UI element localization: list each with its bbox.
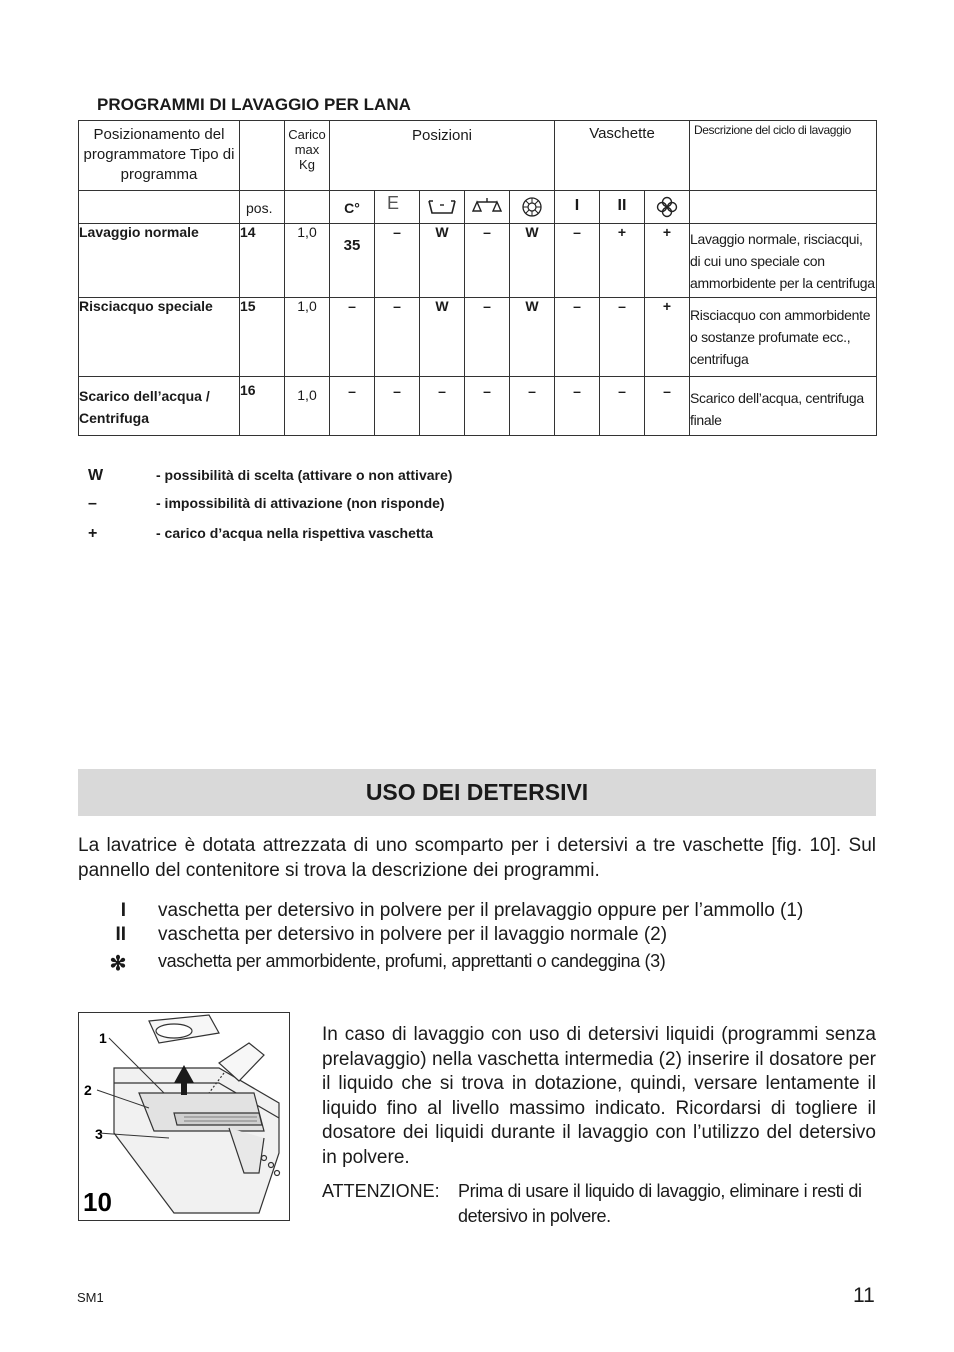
cell: – bbox=[645, 377, 690, 436]
cell: – bbox=[330, 298, 375, 377]
legend-text: - impossibilità di attivazione (non risponde) bbox=[156, 495, 445, 511]
cell: 35 bbox=[330, 224, 375, 298]
header-vaschette: Vaschette bbox=[555, 121, 690, 191]
table-title: PROGRAMMI DI LAVAGGIO PER LANA bbox=[97, 95, 411, 114]
document-code: SM1 bbox=[77, 1290, 104, 1305]
vaschetta-key: I bbox=[120, 900, 126, 921]
figure-label-2: 2 bbox=[84, 1082, 92, 1098]
header-e: E bbox=[375, 191, 420, 224]
program-pos: 16 bbox=[240, 377, 285, 436]
cell: – bbox=[375, 377, 420, 436]
cell: – bbox=[600, 298, 645, 377]
program-pos: 14 bbox=[240, 224, 285, 298]
legend-key: W bbox=[88, 467, 104, 484]
header-vaschetta-2: II bbox=[600, 191, 645, 224]
page-number: 11 bbox=[853, 1284, 875, 1307]
cell: – bbox=[465, 298, 510, 377]
program-kg: 1,0 bbox=[285, 377, 330, 436]
programs-table bbox=[78, 120, 877, 436]
header-pos: pos. bbox=[240, 191, 285, 224]
table-row bbox=[79, 298, 877, 377]
figure-number: 10 bbox=[83, 1187, 112, 1217]
program-kg: 1,0 bbox=[285, 224, 330, 298]
cell: – bbox=[555, 377, 600, 436]
legend-text: - possibilità di scelta (attivare o non attivare) bbox=[156, 467, 453, 483]
detergent-drawer-drawing bbox=[79, 1013, 289, 1220]
legend-text: - carico d’acqua nella rispettiva vaschetta bbox=[156, 525, 434, 541]
cell: – bbox=[465, 224, 510, 298]
table-row bbox=[79, 377, 877, 436]
scale-icon bbox=[465, 191, 510, 224]
header-vaschetta-1: I bbox=[555, 191, 600, 224]
figure-label-3: 3 bbox=[95, 1126, 103, 1142]
cell: + bbox=[645, 298, 690, 377]
cell: W bbox=[510, 298, 555, 377]
header-carico: Carico max Kg bbox=[285, 121, 330, 191]
cell: W bbox=[510, 224, 555, 298]
header-temperature: C° bbox=[330, 191, 375, 224]
program-desc: Lavaggio normale, risciacqui, di cui uno speciale con ammorbidente per la centrifuga bbox=[690, 224, 877, 298]
vaschetta-key: II bbox=[115, 924, 126, 945]
program-pos: 15 bbox=[240, 298, 285, 377]
program-desc: Risciacquo con ammorbidente o sostanze profumate ecc., centrifuga bbox=[690, 298, 877, 377]
cell: – bbox=[600, 377, 645, 436]
table-row bbox=[79, 224, 877, 298]
cell: – bbox=[375, 298, 420, 377]
cell: – bbox=[555, 298, 600, 377]
legend-key: + bbox=[88, 525, 98, 542]
intro-paragraph: La lavatrice è dotata attrezzata di uno scomparto per i detersivi a tre vaschette [fig. 10]. Sul pannello del contenitore si trova la descrizione dei programmi. bbox=[78, 835, 876, 881]
legend-key: – bbox=[88, 495, 97, 512]
wash-tub-icon bbox=[420, 191, 465, 224]
program-kg: 1,0 bbox=[285, 298, 330, 377]
flower-icon bbox=[645, 191, 690, 224]
cell: W bbox=[420, 224, 465, 298]
vaschetta-key: ✻ bbox=[109, 953, 126, 975]
vaschetta-text: vaschetta per detersivo in polvere per il lavaggio normale (2) bbox=[158, 924, 668, 945]
cell: – bbox=[510, 377, 555, 436]
figure-label-1: 1 bbox=[99, 1030, 107, 1046]
cell: – bbox=[375, 224, 420, 298]
attention-label: ATTENZIONE: bbox=[322, 1181, 440, 1201]
vaschetta-text: vaschetta per ammorbidente, profumi, apprettanti o candeggina (3) bbox=[158, 951, 666, 971]
cell: – bbox=[330, 377, 375, 436]
cell: + bbox=[600, 224, 645, 298]
program-name: Risciacquo speciale bbox=[79, 298, 240, 377]
liquid-detergent-paragraph: In caso di lavaggio con uso di detersivi liquidi (programmi senza prelavaggio) nella vaschetta intermedia (2) inserire il dosatore per il liquido che si trova in dotazione, quindi, versare lentamente il liquido fino al livello massimo indicato. Ricordarsi di togliere il dosatore dei liquidi durante il lavaggio con l’utilizzo del detersivo in polvere. bbox=[322, 1024, 876, 1168]
header-programmatore: Posizionamento del programmatore Tipo di programma bbox=[79, 121, 240, 191]
vaschetta-text: vaschetta per detersivo in polvere per il prelavaggio oppure per l’ammollo (1) bbox=[158, 900, 804, 921]
attention-text: Prima di usare il liquido di lavaggio, eliminare i resti di detersivo in polvere. bbox=[458, 1181, 862, 1226]
program-name: Lavaggio normale bbox=[79, 224, 240, 298]
cell: – bbox=[420, 377, 465, 436]
detergent-drawer-figure bbox=[78, 1012, 290, 1221]
header-descrizione: Descrizione del ciclo di lavaggio bbox=[690, 121, 877, 191]
section-title: USO DEI DETERSIVI bbox=[365, 779, 589, 805]
cell: W bbox=[420, 298, 465, 377]
spin-icon bbox=[510, 191, 555, 224]
cell: – bbox=[555, 224, 600, 298]
program-name: Scarico dell’acqua / Centrifuga bbox=[79, 377, 240, 436]
program-desc: Scarico dell’acqua, centrifuga finale bbox=[690, 377, 877, 436]
header-posizioni: Posizioni bbox=[330, 121, 555, 191]
cell: – bbox=[465, 377, 510, 436]
cell: + bbox=[645, 224, 690, 298]
